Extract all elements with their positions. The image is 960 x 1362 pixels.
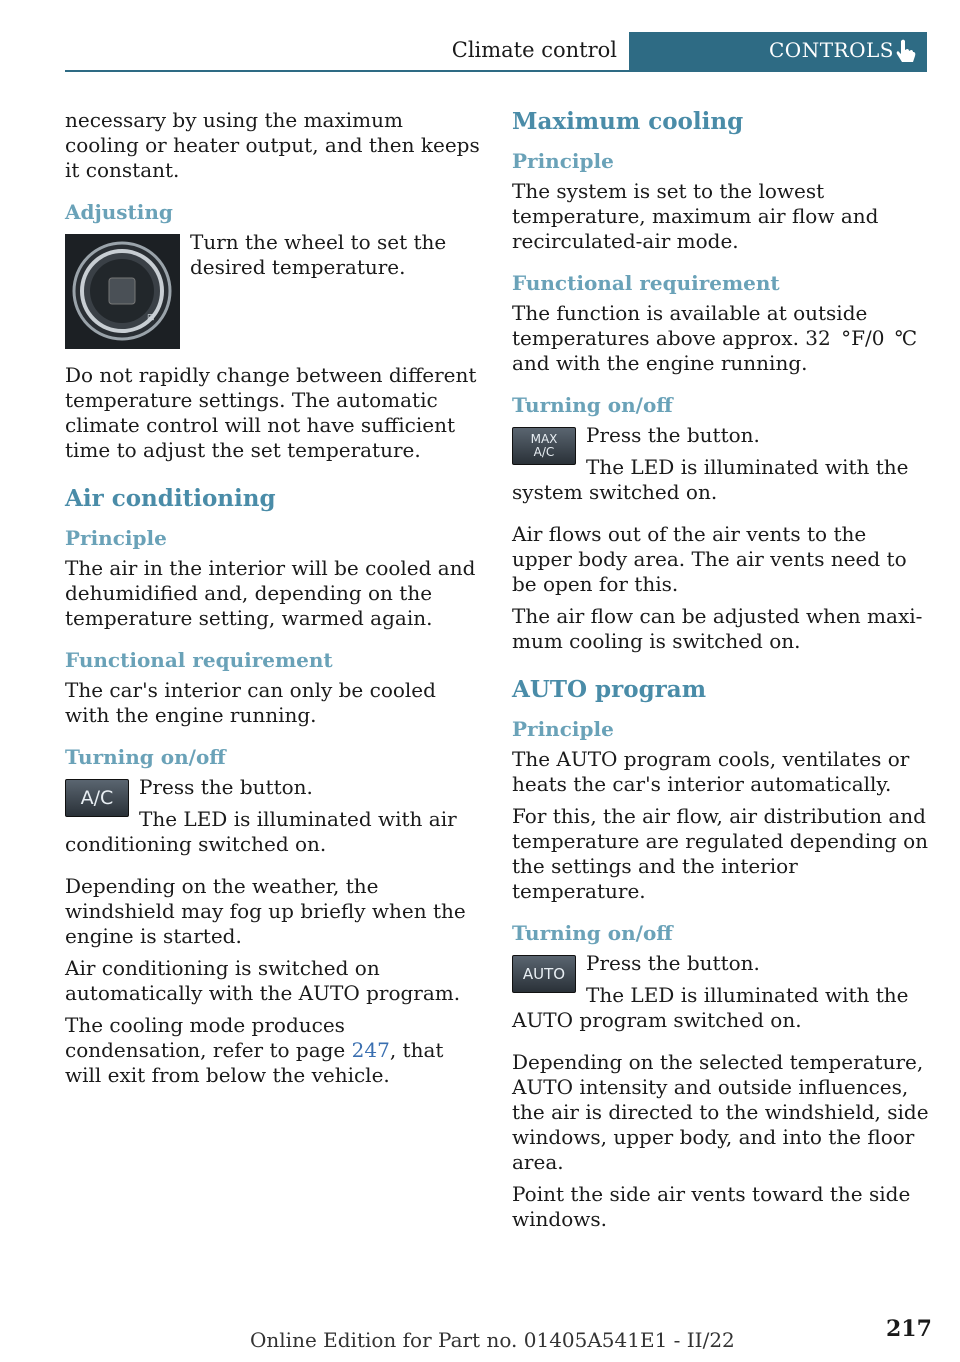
max-adjust-text: The air flow can be adjusted when maximum cooling is switched on. (512, 604, 923, 653)
auto-turn-text2: The LED is illuminated with the AUTO program switched on. (512, 983, 909, 1032)
ac-principle-heading: Principle (65, 526, 167, 550)
max-principle-text: The system is set to the lowest temperature, maximum air flow and recirculated-air mode. (512, 179, 879, 253)
ac-principle-text: The air in the interior will be cooled and dehumidified and, depending on the temperature setting, warmed again. (65, 556, 476, 630)
page-number: 217 (886, 1316, 932, 1342)
auto-regulated-text: For this, the air flow, air distribution and temperature are regulated depending on the settings and the interior temperature. (512, 804, 929, 903)
svg-text:⊞: ⊞ (147, 313, 155, 323)
auto-turn-heading: Turning on/off (512, 921, 673, 945)
right-column (512, 108, 930, 1239)
max-turn-text1: Press the button. (586, 423, 760, 447)
max-principle-heading: Principle (512, 149, 614, 173)
auto-principle-heading: Principle (512, 717, 614, 741)
max-func-heading: Functional requirement (512, 271, 780, 295)
auto-button-icon: AUTO (512, 955, 576, 993)
ac-heading: Air conditioning (65, 485, 276, 512)
chapter-tab-label: CONTROLS (769, 38, 894, 62)
ac-turn-text2: The LED is illuminated with air conditioning switched on. (65, 807, 457, 856)
ac-button-row (65, 775, 483, 874)
section-title: Climate control (451, 38, 617, 62)
auto-turn-text1: Press the button. (586, 951, 760, 975)
max-ac-button-icon: MAX A/C (512, 427, 576, 465)
adjusting-text: Turn the wheel to set the desired temperature. (190, 230, 447, 279)
ac-auto-text: Air conditioning is switched on automatically with the AUTO program. (65, 956, 461, 1005)
max-heading: Maximum cooling (512, 108, 744, 135)
left-column (65, 108, 483, 1095)
ac-condensation-text: The cooling mode produces condensation, refer to page 247, that will exit from below the vehicle. (65, 1013, 444, 1087)
chapter-tab (629, 32, 927, 70)
max-turn-text2: The LED is illuminated with the system switched on. (512, 455, 909, 504)
ac-weather-text: Depending on the weather, the windshield may fog up briefly when the engine is started. (65, 874, 466, 948)
max-func-text: The function is available at outside temperatures above approx. 32 °F/0 ℃ and with the engine running. (512, 301, 918, 375)
footer-edition: Online Edition for Part no. 01405A541E1 - II/22 (250, 1328, 735, 1352)
adjusting-note: Do not rapidly change between different temperature settings. The automatic climate control will not have sufficient time to adjust the set temperature. (65, 363, 477, 462)
ac-turn-text1: Press the button. (139, 775, 313, 799)
auto-point-text: Point the side air vents toward the side windows. (512, 1182, 911, 1231)
ac-button-icon: A/C (65, 779, 129, 817)
page-header (65, 32, 927, 72)
adjusting-figure-row (65, 230, 483, 353)
max-airflow-text: Air flows out of the air vents to the upper body area. The air vents need to be open for this. (512, 522, 907, 596)
ac-turn-heading: Turning on/off (65, 745, 226, 769)
temperature-wheel-icon (65, 234, 180, 349)
ac-func-heading: Functional requirement (65, 648, 333, 672)
auto-button-row (512, 951, 930, 1050)
intro-paragraph: necessary by using the maximum cooling or heater output, and then keeps it constant. (65, 108, 480, 182)
max-button-row (512, 423, 930, 522)
ac-func-text: The car's interior can only be cooled with the engine running. (65, 678, 436, 727)
auto-principle-text: The AUTO program cools, ventilates or heats the car's interior automatically. (512, 747, 910, 796)
hand-pointer-icon (893, 38, 917, 64)
auto-depending-text: Depending on the selected temperature, AUTO intensity and outside influences, the air is directed to the windshield, side windows, upper body, and into the floor area. (512, 1050, 929, 1174)
max-turn-heading: Turning on/off (512, 393, 673, 417)
auto-heading: AUTO program (512, 676, 707, 703)
page-ref-link[interactable]: 247 (351, 1038, 390, 1062)
adjusting-heading: Adjusting (65, 200, 173, 224)
